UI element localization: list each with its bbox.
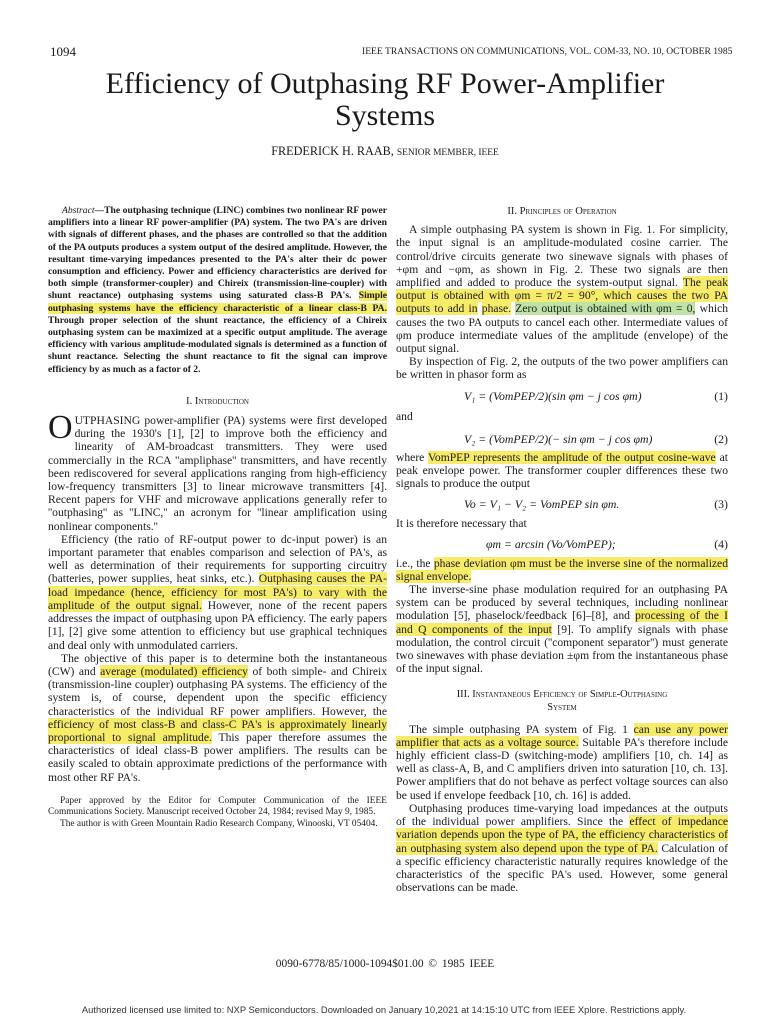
section-3-heading-line-1: III. Instantaneous Efficiency of Simple-Outphasing — [456, 689, 668, 701]
sec3-p2-text-a: Outphasing produces time-varying load impedances at the outputs of the individual power amplifiers. Since the — [396, 801, 728, 829]
sec2-paragraph-4: It is therefore necessary that — [396, 517, 527, 531]
intro-p2-text-b: However, none of the recent papers addresses the impact of outphasing upon PA efficiency. The early papers [1], [2] give some attention to efficiency but use graphical techniques and deal only with unmodulated carriers. — [48, 598, 387, 652]
sec2-paragraph-5 — [396, 557, 728, 583]
intro-p3-text-c: This paper therefore assumes the characteristics of ideal class-B power amplifiers. The results can be easily scaled to obtain approximate predictions of the performance with most other RF PA's. — [48, 730, 387, 784]
sec3-paragraph-2 — [396, 802, 728, 894]
sec3-p1-text-b: Suitable PA's therefore include highly efficient class-D (switching-mode) amplifiers [10, ch. 14] as well as class-A, B, and C amplifiers driven into saturation [10, ch. 13]. Power amplifiers that do not behave as perfect voltage sources can also be used if envelope feedback [10, ch. 16] is added. — [396, 735, 728, 802]
section-1-heading: I. Introduction — [186, 395, 249, 407]
download-notice: Authorized licensed use limited to: NXP Semiconductors. Downloaded on January 10,2021 at 14:15:10 UTC from IEEE Xplore. Restrictions apply. — [81, 1004, 687, 1015]
abstract-text-2: Through proper selection of the shunt reactance, the efficiency of a Chireix outphasing system can be maximized at a specific output amplitude. The average efficiency with various amplitude-modulated signals is determined as a function of shunt reactance. Selecting the shunt reactance to fit the signal can improve efficiency by as much as a factor of 2. — [48, 314, 387, 375]
sec2-p1-highlight-1: The peak output is obtained with φm = π/2 = 90°, which causes the two PA outputs to add in — [396, 276, 728, 316]
paper-title — [40, 68, 730, 132]
footnote-editor: Paper approved by the Editor for Computer Communication of the IEEE Communications Society. Manuscript received October 24, 1984; revised May 9, 1985. — [48, 795, 387, 818]
sec2-p6-text-a: The inverse-sine phase modulation required for an outphasing PA system can be produced by several techniques, including nonlinear modulation [5], phaselock/feedback [6]–[8], and — [396, 583, 728, 623]
intro-p1-text: UTPHASING power-amplifier (PA) systems were first developed during the 1930's [1], [2] to improve both the efficiency and linearity of AM-broadcast transmitters. They were used commercially in the RCA ''ampliphase'' transmitters, and have recently been rediscovered for several applications ranging from high-efficiency low-frequency transmitters [3] to linear microwave transmitters [4]. Recent papers for VHF and microwave applications generally refer to ''outphasing'' as ''LINC,'' an acronym for ''linear amplification using nonlinear components.'' — [48, 414, 387, 533]
intro-p3-highlight-1: average (modulated) efficiency — [100, 664, 248, 678]
sec2-p1-text-b: which causes the two PA outputs to cancel each other. Intermediate values of φm produce intermediate values of the amplitude (envelope) of the output signal. — [396, 302, 729, 356]
right-column — [396, 205, 728, 894]
sec2-p3-text-a: where — [396, 450, 425, 464]
sec2-p6-text-b: [9]. To amplify signals with phase modulation, the control circuit (''component separator'') must generate two sinewaves with phase deviation ±φm from the instantaneous phase of the input signal. — [396, 622, 728, 676]
sec2-p5-highlight: phase deviation φm must be the inverse sine of the normalized signal envelope. — [396, 556, 729, 583]
title-line-1: Efficiency of Outphasing RF Power-Amplifier — [105, 67, 665, 100]
abstract-highlight: Simple outphasing systems have the efficiency characteristic of a linear class-B PA. — [48, 290, 387, 314]
sec3-paragraph-1 — [396, 723, 728, 802]
footnote — [48, 796, 387, 831]
intro-paragraph-3 — [48, 652, 387, 784]
copyright-line: 0090-6778/85/1000-1094$01.00 © 1985 IEEE — [275, 958, 495, 970]
drop-cap: O — [48, 409, 73, 447]
section-2-heading: II. Principles of Operation — [507, 206, 617, 217]
intro-p2-highlight: Outphasing causes the PA-load impedance (hence, efficiency for most PA's) to vary with the amplitude of the output signal. — [48, 572, 387, 612]
sec2-p3-text-b: at peak envelope power. The transformer coupler differences these two signals to produce the output — [396, 450, 728, 491]
section-3-heading-line-2: System — [547, 702, 577, 714]
abstract-text-1: —The outphasing technique (LINC) combines two nonlinear RF power amplifiers into a linear RF power-amplifier (PA) system. The two PA's are driven with signals of different phases, and the phases are controlled so that the addition of the PA outputs produces a system output of the desired amplitude. However, the resultant time-varying impedances presented to the PA's alter their dc power consumption and efficiency. Power and efficiency characteristics are derived for both simple (transformer-coupler) and Chireix (transmission-line-coupler) with shunt reactance) outphasing systems using saturated class-B PA's. — [48, 205, 387, 302]
equation-4-row — [396, 531, 728, 557]
equation-4-number: (4) — [714, 536, 728, 551]
section-3-heading — [396, 689, 728, 714]
left-column — [48, 205, 387, 831]
abstract-lead: Abstract — [62, 205, 95, 216]
page-number: 1094 — [50, 44, 76, 59]
intro-p2-text-a: Efficiency (the ratio of RF-output power to dc-input power) is an important parameter that enables comparison and selection of PA's, as well as determination of their requirements for supporting circuitry (batteries, power supplies, heat sinks, etc.). — [48, 532, 387, 586]
sec2-p1-highlight-2: Zero output is obtained with φm = 0, — [515, 302, 696, 316]
equation-1: V₁ = (VomPEP/2)(sin φm − j cos φm) — [464, 388, 642, 403]
sec3-p1-text-a: The simple outphasing PA system of Fig. 1 — [409, 722, 628, 736]
abstract — [48, 205, 387, 376]
equation-2-number: (2) — [714, 431, 728, 446]
author-line — [40, 144, 730, 159]
sec2-p1-highlight-1b: phase. — [481, 302, 512, 316]
equation-2: V₂ = (VomPEP/2)(− sin φm − j cos φm) — [464, 431, 653, 446]
sec3-p2-highlight: effect of impedance variation depends upon the type of PA, the efficiency characteristics of an outphasing system also depend upon the type of PA. — [396, 815, 728, 855]
equation-3-row — [396, 490, 728, 517]
intro-p3-highlight-2: efficiency of most class-B and class-C PA's is approximately linearly proportional to signal amplitude. — [48, 717, 387, 744]
sec2-paragraph-1 — [396, 223, 728, 355]
author-rank: SENIOR MEMBER, IEEE — [396, 148, 499, 158]
and-text: and — [396, 409, 413, 423]
title-line-2: Systems — [334, 99, 436, 132]
sec2-p3-highlight: VomPEP represents the amplitude of the output cosine-wave — [428, 450, 716, 464]
sec2-paragraph-2: By inspection of Fig. 2, the outputs of the two power amplifiers can be written in phasor form as — [396, 355, 728, 382]
sec2-paragraph-6 — [396, 583, 728, 675]
sec2-p5-text-a: i.e., the — [396, 556, 431, 570]
intro-paragraph-2 — [48, 533, 387, 652]
intro-p3-text-a: The objective of this paper is to determine both the instantaneous (CW) and — [48, 651, 387, 678]
sec3-p1-highlight: can use any power amplifier that acts as a voltage source. — [396, 722, 729, 749]
intro-p3-text-b: of both simple- and Chireix (transmission-line coupler) outphasing PA systems. The efficiency of the system is, of course, dependent upon the specific efficiency characteristics of the individual RF power amplifiers. However, the — [48, 664, 387, 718]
footnote-author: The author is with Green Mountain Radio Research Company, Winooski, VT 05404. — [60, 818, 378, 829]
intro-paragraph-1 — [48, 409, 387, 533]
author-name: FREDERICK H. RAAB, — [271, 144, 394, 158]
sec2-p6-highlight: processing of the I and Q components of the input — [396, 609, 728, 636]
equation-2-row — [396, 423, 728, 451]
equation-3: Vo = V₁ − V₂ = VomPEP sin φm. — [464, 497, 620, 512]
equation-1-number: (1) — [714, 388, 728, 403]
equation-3-number: (3) — [714, 497, 728, 512]
equation-4: φm = arcsin (Vo/VomPEP); — [486, 536, 616, 551]
sec3-p2-text-b: Calculation of a specific efficiency characteristic naturally requires knowledge of the characteristics of the specific PA's used. However, some general observations can be made. — [396, 841, 728, 895]
equation-1-row — [396, 382, 728, 410]
journal-header: IEEE TRANSACTIONS ON COMMUNICATIONS, VOL. COM-33, NO. 10, OCTOBER 1985 — [362, 46, 733, 57]
sec2-paragraph-3 — [396, 451, 728, 491]
sec2-p1-text-a: A simple outphasing PA system is shown in Fig. 1. For simplicity, the input signal is an amplitude-modulated cosine carrier. The control/drive circuits generate two sinewave signals with phases of +φm and −φm, as shown in Fig. 2. These two signals are then amplified and added to produce the system-output signal. — [396, 223, 728, 290]
